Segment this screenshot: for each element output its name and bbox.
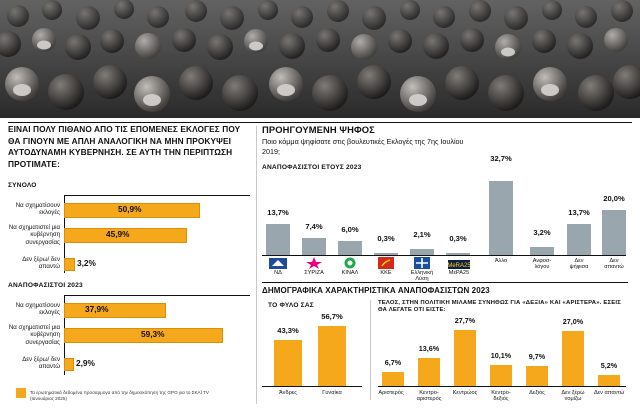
- prev-cat-5: ΜέΡΑ25: [448, 270, 470, 276]
- ideology-cat-0: Αριστερός: [378, 390, 404, 396]
- ideology-cat-4: Δεξιός: [529, 390, 545, 396]
- top-divider: [8, 122, 632, 123]
- gender-val-1: 56,7%: [321, 312, 343, 321]
- ideology-label: ΤΕΛΟΣ, ΣΤΗΝ ΠΟΛΙΤΙΚΗ ΜΙΛΑΜΕ ΣΥΝΗΘΩΣ ΓΙΑ «ΔΕΞΙΑ» ΚΑΙ «ΑΡΙΣΤΕΡΑ». ΕΣΕΙΣ ΘΑ ΛΕΓΑΤΕ ΟΤΙ ΕΙΣΤΕ:: [378, 300, 621, 314]
- chart-gender: [262, 302, 362, 402]
- gender-label: ΤΟ ΦΥΛΟ ΣΑΣ: [268, 302, 314, 309]
- prev-val-9: 20,0%: [603, 194, 625, 203]
- anap-val-1: 59,3%: [141, 328, 165, 339]
- prev-cat-1: ΣΥΡΙΖΑ: [304, 270, 324, 276]
- footnote: Τα ερωτηματικά δεδομένα προσαρμογα από την δημοσκόπηση της GPO για το ΣΚΑΪ ΤV (Ιανουάριος 2025): [30, 390, 209, 401]
- prev-val-4: 2,1%: [413, 230, 431, 239]
- prev-val-0: 13,7%: [267, 208, 289, 217]
- chart-ideology: [378, 300, 628, 404]
- anapofasistoi-label: ΑΝΑΠΟΦΑΣΙΣΤΟΙ 2023: [8, 282, 83, 289]
- prev-vote-title: ΠΡΟΗΓΟΥΜΕΝΗ ΨΗΦΟΣ: [262, 124, 375, 135]
- gender-cat-0: Άνδρες: [279, 390, 297, 396]
- ideology-val-2: 27,7%: [454, 316, 476, 325]
- prev-cat-0: ΝΔ: [274, 270, 282, 276]
- left-panel: [8, 124, 254, 406]
- svg-text:MeRA25: MeRA25: [448, 263, 470, 269]
- prev-cat-7: Ανφοσ-λόγου: [532, 258, 552, 271]
- prev-vote-subtitle: Ποιο κόμμα ψηφίσατε στις βουλευτικές Εκλογές της 7ης Ιουλίου 2019;: [262, 137, 464, 156]
- anap-cat-0: Να σχηματίσουν εκλογές: [15, 302, 60, 317]
- ideology-cat-5: Δεν ξέρω νομίζω: [561, 390, 585, 403]
- ideology-cat-3: Κεντρο-δεξιός: [491, 390, 511, 403]
- prev-cat-2: ΚΙΝΑΛ: [341, 270, 359, 276]
- synolo-val-1: 45,9%: [106, 228, 130, 239]
- prev-val-1: 7,4%: [305, 222, 323, 231]
- prev-cat-6: Άλλο: [494, 258, 508, 264]
- chart-synolo: [8, 182, 254, 273]
- synolo-val-2: 3,2%: [77, 258, 96, 268]
- demographics-divider: [262, 282, 628, 283]
- gender-val-0: 43,3%: [277, 326, 299, 335]
- prev-cat-4: Ελληνική Λύση: [410, 270, 434, 283]
- footnote-marker-icon: [16, 388, 26, 398]
- anap-val-0: 37,9%: [85, 303, 109, 314]
- prev-cat-9: Δεν απαντώ: [604, 258, 624, 271]
- crowd-photo: [0, 0, 640, 118]
- gender-cat-1: Γυναίκα: [322, 390, 342, 396]
- synolo-cat-1: Να σχηματιστεί μια κυβέρνηση συνεργασίας: [8, 224, 60, 246]
- anap-cat-1: Να σχηματιστεί μια κυβέρνηση συνεργασίας: [8, 324, 60, 346]
- right-panel: [262, 124, 632, 406]
- center-divider: [256, 126, 257, 404]
- ideology-val-4: 9,7%: [528, 352, 546, 361]
- ideology-cat-2: Κεντρώος: [452, 390, 478, 396]
- anap-val-2: 2,9%: [76, 358, 95, 368]
- gender-ideology-divider: [370, 300, 371, 400]
- ideology-val-3: 10,1%: [490, 351, 512, 360]
- prev-val-8: 13,7%: [568, 208, 590, 217]
- demographics-title: ΔΗΜΟΓΡΑΦΙΚΑ ΧΑΡΑΚΤΗΡΙΣΤΙΚΑ ΑΝΑΠΟΦΑΣΙΣΤΩΝ 2023: [262, 286, 490, 295]
- prev-val-5: 0,3%: [449, 234, 467, 243]
- synolo-val-0: 50,9%: [118, 203, 142, 214]
- main-headline: ΕΙΝΑΙ ΠΟΛΥ ΠΙΘΑΝΟ ΑΠΟ ΤΙΣ ΕΠΟΜΕΝΕΣ ΕΚΛΟΓΕΣ ΠΟΥ ΘΑ ΓΙΝΟΥΝ ΜΕ ΑΠΛΗ ΑΝΑΛΟΓΙΚΗ ΝΑ ΜΗΝ ΠΡΟΚΥΨΕΙ ΑΥΤΟΔΥΝΑΜΗ ΚΥΒΕΡΝΗΣΗ. ΣΕ ΑΥΤΗ ΤΗΝ ΠΕΡΙΠΤΩΣΗ ΠΡΟΤΙΜΑΤΕ:: [8, 124, 241, 169]
- prev-val-7: 3,2%: [533, 228, 551, 237]
- synolo-cat-0: Να σχηματίσουν εκλογές: [15, 202, 60, 217]
- prev-vote-group-label: ΑΝΑΠΟΦΑΣΙΣΤΟΙ ΕΤΟΥΣ 2023: [262, 164, 362, 171]
- ideology-val-1: 13,6%: [418, 344, 440, 353]
- chart-anapofasistoi: [8, 282, 254, 375]
- anap-cat-2: Δεν ξέρω/ δεν απαντώ: [22, 356, 60, 371]
- synolo-cat-2: Δεν ξέρω/ δεν απαντώ: [22, 256, 60, 271]
- prev-val-2: 6,0%: [341, 225, 359, 234]
- prev-val-3: 0,3%: [377, 234, 395, 243]
- ideology-val-0: 6,7%: [384, 358, 402, 367]
- ideology-cat-6: Δεν απαντώ: [593, 390, 625, 396]
- ideology-cat-1: Κεντρο-αριστερός: [416, 390, 442, 403]
- prev-cat-8: Δεν ψήφισα: [569, 258, 589, 271]
- prev-val-6: 32,7%: [490, 154, 512, 163]
- ideology-val-6: 5,2%: [600, 361, 618, 370]
- synolo-label: ΣΥΝΟΛΟ: [8, 182, 37, 189]
- ideology-val-5: 27,0%: [562, 317, 584, 326]
- prev-cat-3: ΚΚΕ: [380, 270, 392, 276]
- chart-previous-vote: [262, 154, 632, 283]
